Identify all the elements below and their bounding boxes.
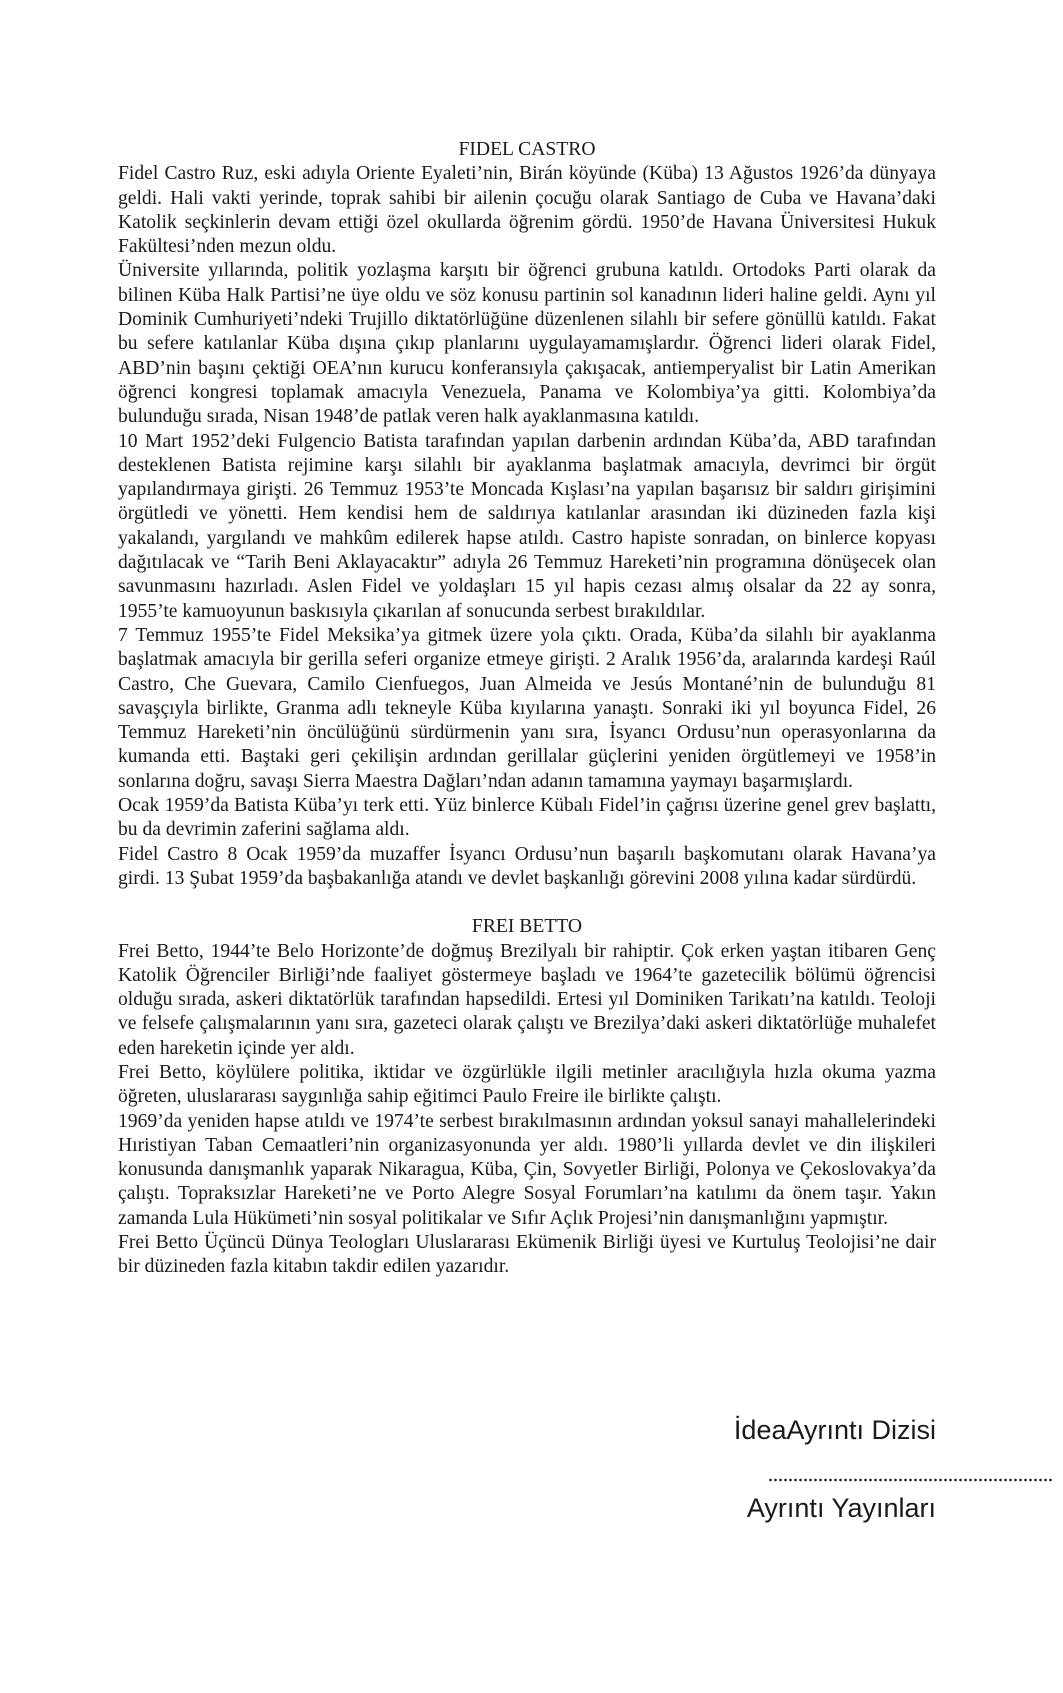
fidel-paragraph-moncada: 10 Mart 1952’deki Fulgencio Batista tarafından yapılan darbenin ardından Küba’da, ABD tarafından desteklenen Batista rejimine karşı silahlı bir ayaklanma başlatmak amacıyla, devrimci bir örgüt yapılandırmaya girişti. 26 Temmuz 1953’te Moncada Kışlası’na yapılan başarısız bir saldırı girişimini örgütledi ve yönetti. Hem kendisi hem de saldırıya katılanlar arasından iki düzineden fazla kişi yakalandı, yargılandı ve mahkûm edilerek hapse atıldı. Castro hapiste sonradan, on binlerce kopyası dağıtılacak ve “Tarih Beni Aklayacaktır” adıyla 26 Temmuz Hareketi’nin programına dönüşecek olan savunmasını hazırladı. Aslen Fidel ve yoldaşları 15 yıl hapis cezası almış olsalar da 22 ay sonra, 1955’te kamuoyunun baskısıyla çıkarılan af sonucunda serbest bırakıldılar. — [118, 430, 936, 622]
frei-paragraph-activism: 1969’da yeniden hapse atıldı ve 1974’te serbest bırakılmasının ardından yoksul sanayi mahallelerindeki Hıristiyan Taban Cemaatleri’nin organizasyonunda yer aldı. 1980’li yıllarda devlet ve din ilişkileri konusunda danışmanlık yaparak Nikaragua, Küba, Çin, Sovyetler Birliği, Polonya ve Çekoslovakya’da çalıştı. Topraksızlar Hareketi’ne ve Porto Alegre Sosyal Forumları’na katılımı da önem taşır. Yakın zamanda Lula Hükümeti’nin sosyal politikalar ve Sıfır Açlık Projesi’nin danışmanlığını yapmıştır. — [118, 1110, 936, 1229]
fidel-paragraph-granma: 7 Temmuz 1955’te Fidel Meksika’ya gitmek üzere yola çıktı. Orada, Küba’da silahlı bir ayaklanma başlatmak amacıyla bir gerilla seferi organize etmeye girişti. 2 Aralık 1956’da, aralarında kardeşi Raúl Castro, Che Guevara, Camilo Cienfuegos, Juan Almeida ve Jesús Montané’nin de bulunduğu 81 savaşçıyla birlikte, Granma adlı tekneyle Küba kıyılarına yanaştı. Sonraki iki yıl boyunca Fidel, 26 Temmuz Hareketi’nin öncülüğünü sürdürmenin yanı sıra, İsyancı Ordusu’nun operasyonlarına da kumanda etti. Baştaki geri çekilişin ardından gerillalar güçlerini yeniden örgütlemeyi ve 1958’in sonlarına doğru, savaşı Sierra Maestra Dağları’ndan adanın tamamına yaymayı başarmışlardı. — [118, 624, 936, 792]
fidel-paragraph-university: Üniversite yıllarında, politik yozlaşma karşıtı bir öğrenci grubuna katıldı. Ortodoks Parti olarak da bilinen Küba Halk Partisi’ne üye oldu ve söz konusu partinin sol kanadının lideri haline geldi. Aynı yıl Dominik Cumhuriyeti’ndeki Trujillo diktatörlüğüne düzenlenen silahlı bir sefere gönüllü katıldı. Fakat bu sefere katılanlar Küba dışına çıkıp planlarını uygulayamamışlardır. Öğrenci lideri olarak Fidel, ABD’nin başını çektiği OEA’nın kurucu konferansıyla çakışacak, antiemperyalist bir Latin Amerikan öğrenci kongresi toplamak amacıyla Venezuela, Panama ve Kolombiya’ya gitti. Kolombiya’da bulunduğu sırada, Nisan 1948’de patlak veren halk ayaklanmasına katıldı. — [118, 260, 936, 428]
frei-paragraph-freire: Frei Betto, köylülere politika, iktidar ve özgürlükle ilgili metinler aracılığıyla hızla okuma yazma öğreten, uluslararası saygınlığa sahip eğitimci Paulo Freire ile birlikte çalıştı. — [118, 1061, 936, 1108]
series-name: İdeaAyrıntı Dizisi — [733, 1415, 936, 1445]
frei-betto-heading: FREI BETTO — [471, 916, 583, 938]
dotted-divider — [768, 1478, 1053, 1482]
section-spacer — [118, 891, 936, 915]
fidel-paragraph-birth: Fidel Castro Ruz, eski adıyla Oriente Eyaleti’nin, Birán köyünde (Küba) 13 Ağustos 1926’da dünyaya geldi. Hali vakti yerinde, toprak sahibi bir ailenin çocuğu olarak Santiago de Cuba ve Havana’daki Katolik seçkinlerin devam ettiği özel okullarda öğrenim gördü. 1950’de Havana Üniversitesi Hukuk Fakültesi’nden mezun oldu. — [118, 163, 936, 258]
fidel-castro-heading: FIDEL CASTRO — [458, 139, 596, 160]
frei-paragraph-author: Frei Betto Üçüncü Dünya Teologları Uluslararası Ekümenik Birliği üyesi ve Kurtuluş Teolojisi’ne dair bir düzineden fazla kitabın takdir edilen yazarıdır. — [118, 1232, 936, 1278]
publisher-name: Ayrıntı Yayınları — [746, 1493, 936, 1523]
fidel-paragraph-batista-exit: Ocak 1959’da Batista Küba’yı terk etti. Yüz binlerce Kübalı Fidel’in çağrısı üzerine genel grev başlattı, bu da devrimin zaferini sağlama aldı. — [118, 795, 936, 841]
frei-paragraph-early-life: Frei Betto, 1944’te Belo Horizonte’de doğmuş Brezilyalı bir rahiptir. Çok erken yaştan itibaren Genç Katolik Öğrenciler Birliği’nde faaliyet göstermeye başladı ve 1964’te gazetecilik bölümü öğrencisi olduğu sırada, askeri diktatörlük tarafından hapsedildi. Ertesi yıl Dominiken Tarikatı’na katıldı. Teoloji ve felsefe çalışmalarının yanı sıra, gazeteci olarak çalıştı ve Brezilya’daki askeri diktatörlüğe muhalefet eden hareketin içinde yer aldı. — [118, 940, 936, 1059]
page-content — [118, 138, 936, 1280]
fidel-paragraph-havana: Fidel Castro 8 Ocak 1959’da muzaffer İsyancı Ordusu’nun başarılı başkomutanı olarak Havana’ya girdi. 13 Şubat 1959’da başbakanlığa atandı ve devlet başkanlığı görevini 2008 yılına kadar sürdürdü. — [118, 843, 936, 889]
